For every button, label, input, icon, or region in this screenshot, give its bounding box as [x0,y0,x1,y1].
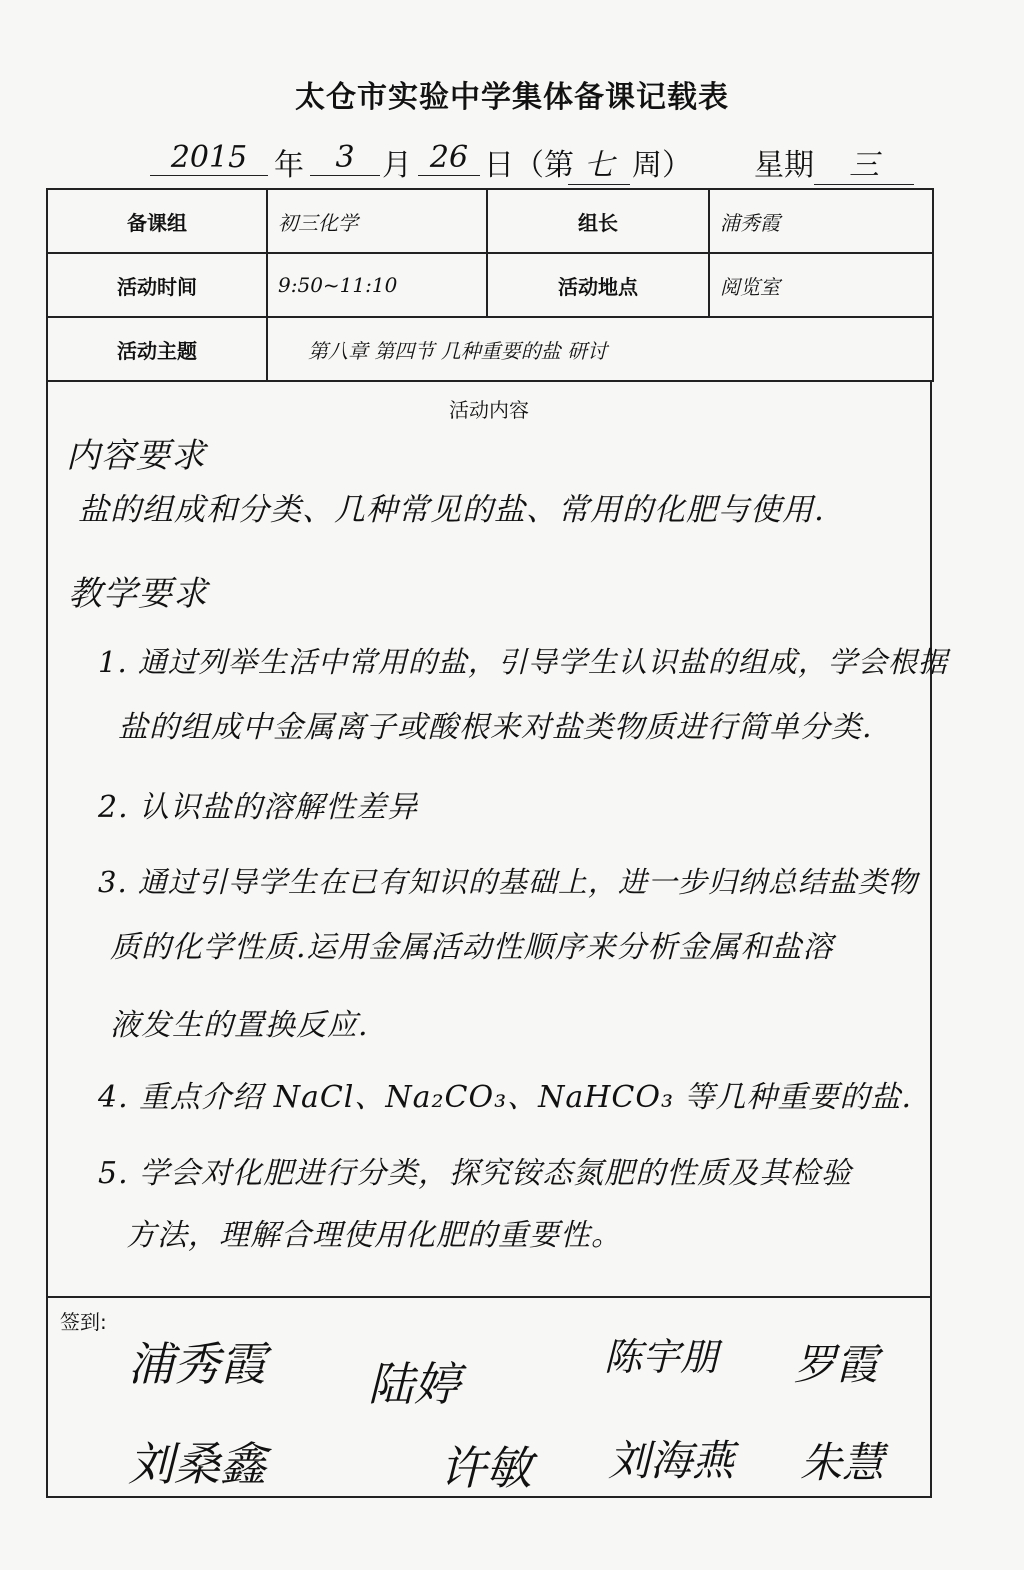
signature: 浦秀霞 [128,1337,266,1391]
signature: 许敏 [440,1441,532,1495]
date-day-label: 日（第 [484,148,574,183]
topic-label: 活动主题 [47,317,267,381]
date-day: 26 [418,140,480,176]
signin-label: 签到: [60,1310,107,1334]
group-label: 备课组 [47,189,267,253]
time-value: 9:50~11:10 [267,253,487,317]
date-month: 3 [310,140,380,176]
leader-label: 组长 [487,189,709,253]
time-label: 活动时间 [47,253,267,317]
form-title: 太仓市实验中学集体备课记载表 [295,80,729,115]
date-week-label: 周） [632,148,692,183]
date-week: 七 [568,140,630,185]
date-year: 2015 [150,140,268,176]
content-line: 2. 认识盐的溶解性差异 [98,790,419,825]
date-line [150,140,930,183]
signature: 陆婷 [368,1357,460,1411]
place-label: 活动地点 [487,253,709,317]
content-line: 1. 通过列举生活中常用的盐，引导学生认识盐的组成，学会根据 [98,645,948,679]
signin-section [46,1296,932,1498]
content-line: 3. 通过引导学生在已有知识的基础上，进一步归纳总结盐类物 [98,865,918,899]
header-table [46,188,934,382]
content-line: 方法，理解合理使用化肥的重要性。 [126,1218,622,1253]
date-month-label: 月 [382,148,412,183]
signature: 罗霞 [794,1340,879,1389]
content-line: 质的化学性质.运用金属活动性顺序来分析金属和盐溶 [110,930,834,965]
teaching-heading: 教学要求 [68,574,208,614]
place-value: 阅览室 [709,253,933,317]
signature: 刘桑鑫 [128,1437,266,1491]
content-section [46,382,948,1296]
group-value: 初三化学 [267,189,487,253]
topic-value: 第八章 第四节 几种重要的盐 研讨 [267,317,933,381]
date-weekday: 三 [814,140,914,185]
content-line: 4. 重点介绍 NaCl、Na₂CO₃、NaHCO₃ 等几种重要的盐. [98,1080,913,1115]
date-year-label: 年 [274,148,304,183]
date-weekday-label: 星期 [754,148,814,183]
content-line: 5. 学会对化肥进行分类，探究铵态氮肥的性质及其检验 [98,1156,853,1191]
content-caption: 活动内容 [449,398,529,422]
content-line: 液发生的置换反应. [110,1008,369,1043]
signature: 刘海燕 [608,1436,735,1485]
content-heading: 内容要求 [66,436,206,476]
content-line: 盐的组成中金属离子或酸根来对盐类物质进行简单分类. [118,710,873,745]
signature: 朱慧 [800,1438,885,1487]
content-line: 盐的组成和分类、几种常见的盐、常用的化肥与使用. [78,492,825,528]
leader-value: 浦秀霞 [709,189,933,253]
signature: 陈宇朋 [604,1335,719,1379]
